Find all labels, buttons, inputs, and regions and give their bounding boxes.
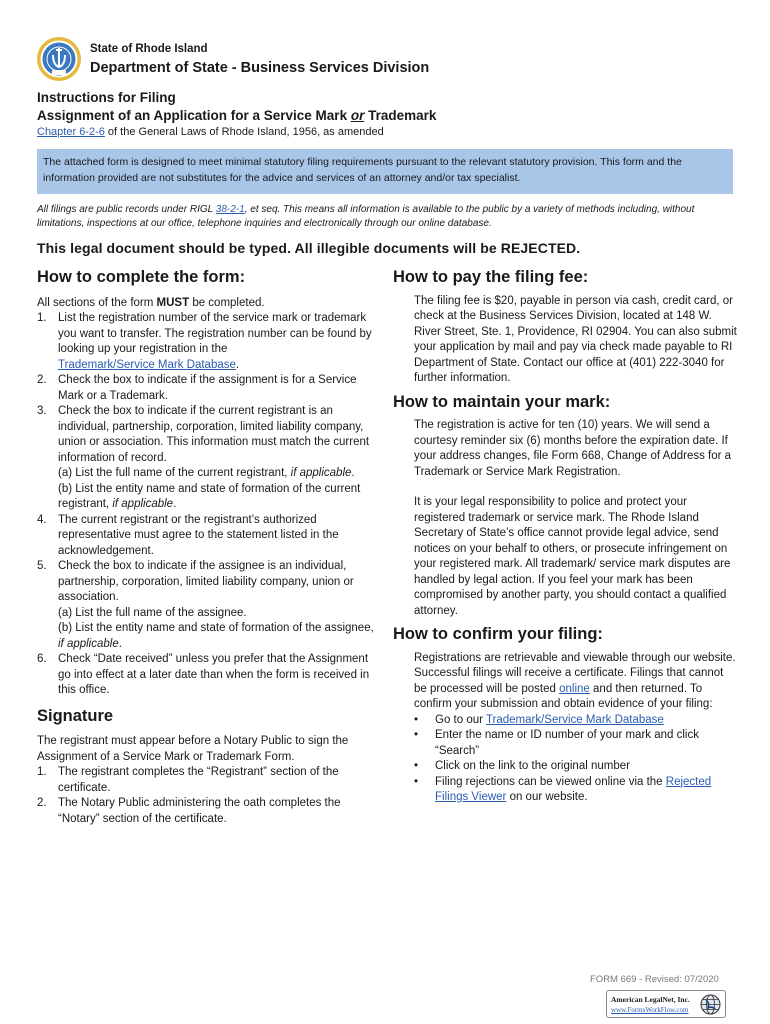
page-header (36, 36, 736, 86)
public-records-text: All filings are public records under RIGL (37, 204, 216, 215)
list-item (414, 759, 738, 775)
bullet: • (414, 775, 419, 788)
trademark-database-link[interactable]: Trademark/Service Mark Database (485, 713, 664, 726)
public-records-text: , et seq. This means all information is available to the public by a variety of methods including, without limitations, inspections at our office, telephone inquiries and electronically through our online database. (37, 204, 695, 229)
form-title-part: Trademark (364, 108, 437, 123)
form-title (37, 108, 436, 123)
public-records-note (37, 203, 737, 231)
list-item (37, 373, 382, 404)
maintain-heading: How to maintain your mark: (393, 392, 611, 411)
step-text: Check “Date received” unless you prefer that the Assignment go into effect at a later date than when the form is received in this office. (58, 653, 370, 696)
substep-text: (a) List the full name of the current registrant, (58, 467, 291, 479)
form-revision: FORM 669 - Revised: 07/2020 (590, 974, 719, 985)
bullet-text: Click on the link to the original number (435, 760, 630, 772)
form-title-part: Assignment of an Application for a Service Mark (37, 108, 351, 123)
list-item (37, 796, 382, 827)
rigl-link[interactable]: 38-2-1 (215, 204, 245, 215)
chapter-reference (37, 126, 384, 138)
confirm-text-part: and then returned. To confirm your submission and obtain evidence of your filing: (414, 682, 713, 710)
bullet: • (414, 729, 419, 741)
step-text: Check the box to indicate if the assignment is for a Service Mark or a Trademark. (58, 374, 357, 402)
chapter-text: of the General Laws of Rhode Island, 1956, as amended (104, 126, 384, 138)
confirm-text-part: Registrations are retrievable and viewable through our website. Successful filings will receive a certificate. Filings that cannot be processed will be posted (414, 651, 736, 695)
trademark-database-link[interactable]: Trademark/Service Mark Database (58, 358, 236, 371)
rhode-island-seal-icon (36, 36, 82, 82)
complete-steps (37, 311, 382, 699)
bullet: • (414, 760, 419, 772)
step-number: 1. (37, 312, 47, 324)
online-link[interactable]: online (559, 682, 590, 695)
intro-text: be completed. (189, 296, 265, 309)
typed-warning: This legal document should be typed. All illegible documents will be REJECTED. (37, 240, 581, 256)
substep-text: (b) List the entity name and state of formation of the current registrant, (58, 482, 361, 510)
substep-em: if applicable (112, 498, 174, 510)
step-text: Check the box to indicate if the assignee is an individual, partnership, corporation, limited liability company, union or association. (58, 560, 354, 603)
right-column (393, 270, 738, 806)
bullet-text: Enter the name or ID number of your mark and click “Search” (435, 729, 699, 757)
list-item (414, 713, 738, 729)
confirm-text (393, 651, 738, 713)
step-number: 2. (37, 374, 47, 386)
intro-must: MUST (156, 296, 190, 309)
step-text: The Notary Public administering the oath completes the “Notary” section of the certificate. (58, 797, 341, 825)
maintain-text-1: The registration is active for ten (10) years. We will send a courtesy reminder six (6) months before the expiration date. If your address changes, file Form 668, Change of Address for a Trademark or Service Mark Registration. (414, 419, 732, 478)
list-item (37, 513, 382, 560)
step-number: 4. (37, 513, 47, 526)
step-text: . (235, 358, 240, 371)
substep-em: if applicable (290, 467, 352, 479)
signature-intro: The registrant must appear before a Notary Public to sign the Assignment of a Service Mark or Trademark Form. (37, 735, 349, 763)
american-legalnet-badge[interactable] (606, 990, 726, 1018)
complete-form-heading: How to complete the form: (37, 268, 246, 286)
substep (58, 482, 382, 513)
substep-text: . (118, 637, 122, 650)
list-item (414, 775, 738, 806)
confirm-heading: How to confirm your filing: (393, 625, 603, 643)
fee-text: The filing fee is $20, payable in person via cash, credit card, or check at the Business Services Division, located at 148 W. River Street, Ste. 1, Providence, RI 02904. You can also submit your application by mail and pay via check made payable to RI Department of State. Contact our office at (401) 222-3040 for further information. (414, 294, 737, 384)
bullet: • (414, 713, 419, 726)
step-number: 2. (37, 797, 47, 809)
complete-intro (37, 296, 382, 312)
step-text: The registrant completes the “Registrant” section of the certificate. (58, 766, 339, 794)
alnet-url[interactable]: www.FormsWorkFlow.com (611, 1006, 689, 1014)
chapter-link[interactable]: Chapter 6-2-6 (37, 126, 105, 138)
alnet-name: American LegalNet, Inc. (611, 995, 690, 1004)
rejected-filings-link[interactable]: Rejected Filings Viewer (435, 775, 712, 803)
substep-em: if applicable (58, 637, 119, 650)
substep-text: . (351, 467, 355, 479)
bullet-text: Go to our (435, 713, 486, 726)
fee-heading: How to pay the filing fee: (393, 268, 589, 286)
list-item (37, 765, 382, 796)
step-text: The current registrant or the registrant’s authorized representative must agree to the statement listed in the acknowledgement. (58, 513, 339, 557)
list-item (414, 728, 738, 759)
left-column (37, 270, 382, 827)
intro-text: All sections of the form (37, 296, 157, 309)
signature-steps (37, 765, 382, 827)
department-name: Department of State - Business Services Division (90, 60, 430, 76)
globe-icon (700, 994, 721, 1015)
substep (58, 466, 382, 482)
step-number: 6. (37, 653, 47, 665)
substep (58, 621, 382, 652)
substep-text: (b) List the entity name and state of formation of the assignee, (58, 622, 374, 634)
list-item (37, 559, 382, 652)
list-item (37, 652, 382, 699)
step-number: 1. (37, 766, 47, 778)
substep: (a) List the full name of the assignee. (58, 606, 247, 619)
instructions-heading: Instructions for Filing (37, 90, 176, 105)
disclaimer-box: The attached form is designed to meet minimal statutory filing requirements pursuant to the relevant statutory provision. This form and the information provided are not substitutes for the advice and services of an attorney and/or tax specialist. (37, 149, 733, 194)
signature-heading: Signature (37, 706, 114, 725)
list-item (37, 404, 382, 513)
form-title-or: or (350, 108, 365, 123)
step-number: 5. (37, 560, 47, 572)
maintain-text-2: It is your legal responsibility to police and protect your registered trademark or service mark. The Rhode Island Secretary of State’s office cannot provide legal advice, send notices on your behalf to others, or prosecute infringement on your registered mark. All trademark/ service mark disputes are handled by legal action. If you feel your mark has been compromised by another party, you should contact a qualified attorney. (414, 496, 731, 617)
confirm-list (393, 713, 738, 806)
substep-text: . (173, 498, 177, 510)
list-item (37, 311, 382, 373)
bullet-text: on our website. (506, 791, 588, 803)
state-name: State of Rhode Island (90, 43, 208, 55)
step-text: List the registration number of the service mark or trademark you want to transfer. The registration number can be found by looking up your registration in the (58, 312, 372, 355)
step-text: Check the box to indicate if the current registrant is an individual, partnership, corporation, limited liability company, union or association. This information must match the current information of record. (58, 405, 370, 464)
bullet-text: Filing rejections can be viewed online via the (435, 775, 666, 788)
step-number: 3. (37, 405, 47, 417)
